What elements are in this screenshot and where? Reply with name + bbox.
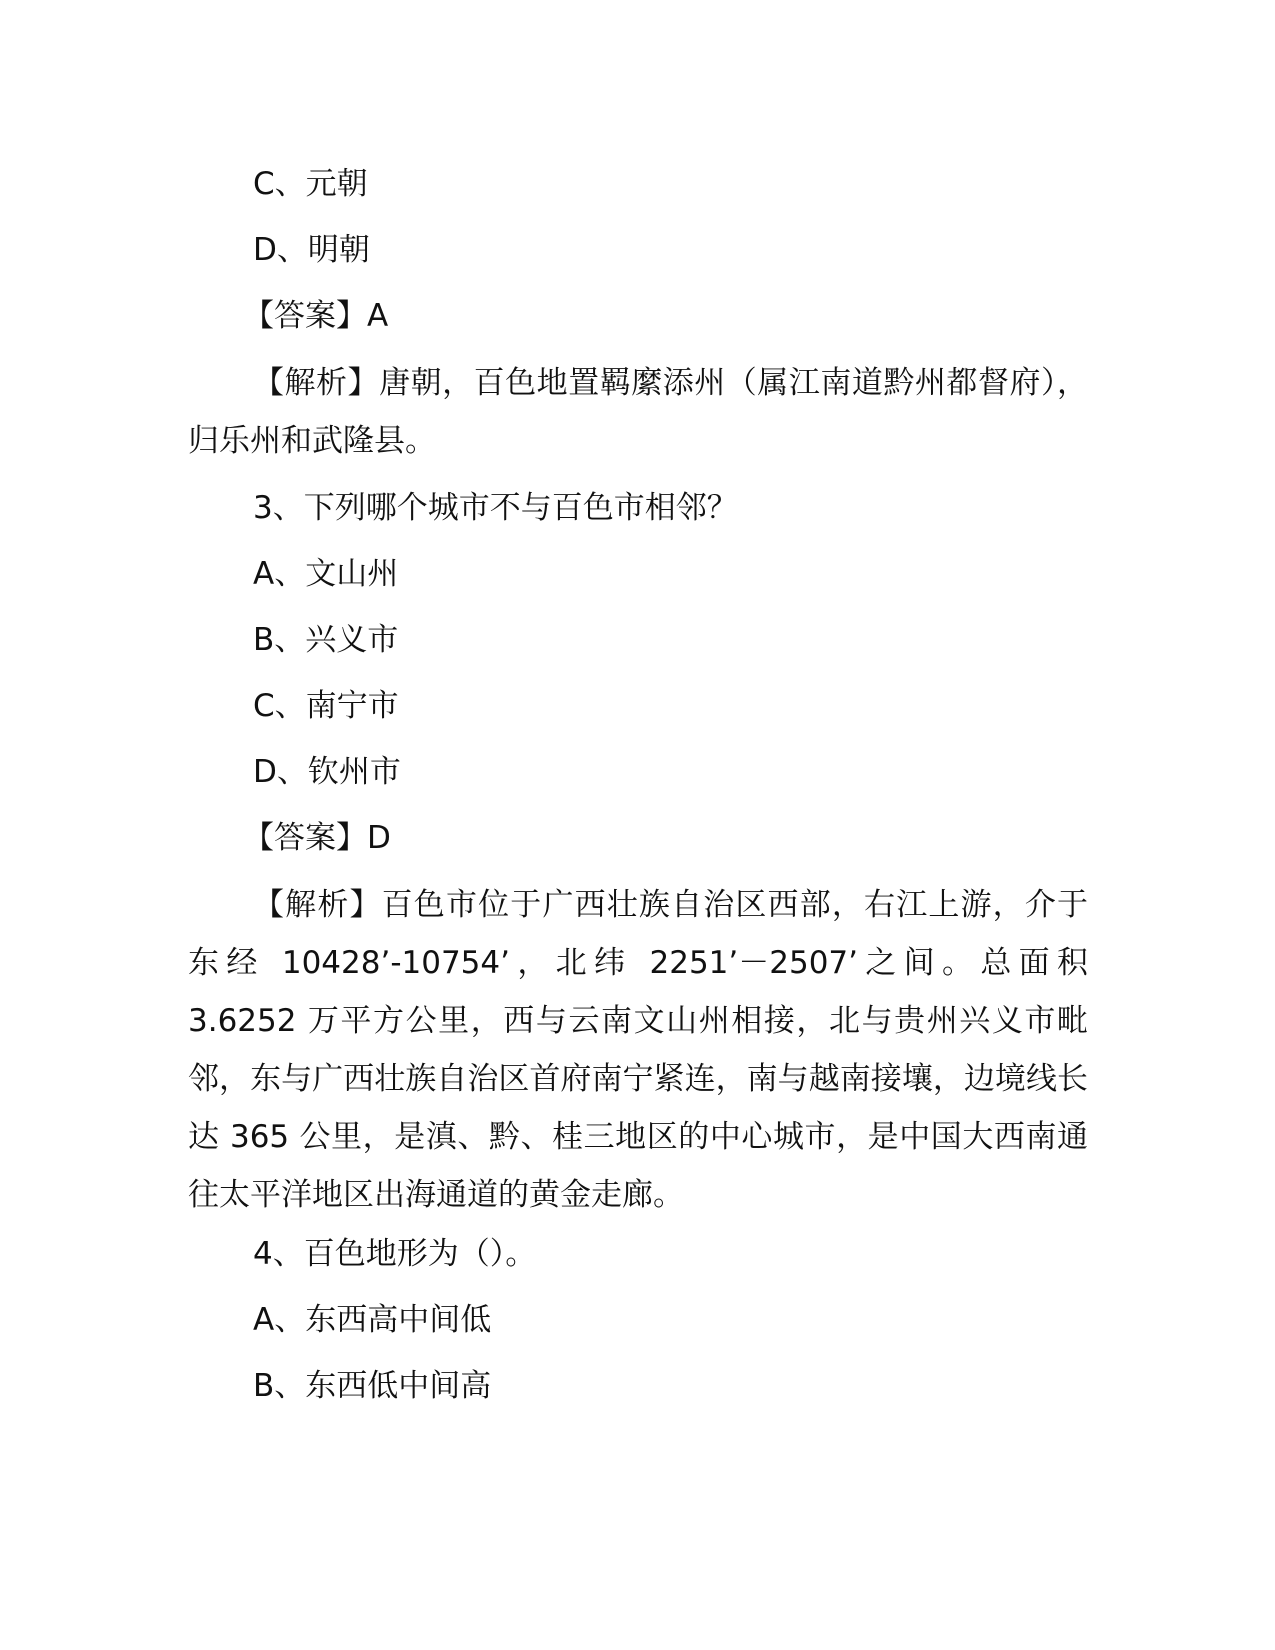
q3-option-b: B、兴义市 — [253, 622, 399, 658]
q3-question: 3、下列哪个城市不与百色市相邻？ — [253, 490, 738, 526]
q2-analysis: 【解析】唐朝，百色地置羁縻添州（属江南道黔州都督府），归乐州和武隆县。 — [188, 365, 1088, 459]
q2-option-d: D、明朝 — [253, 232, 370, 268]
q3-option-d: D、钦州市 — [253, 754, 401, 790]
q4-option-b: B、东西低中间高 — [253, 1368, 492, 1404]
q3-option-a: A、文山州 — [253, 556, 399, 592]
q2-option-c: C、元朝 — [253, 166, 368, 202]
q3-option-c: C、南宁市 — [253, 688, 399, 724]
q4-option-a: A、东西高中间低 — [253, 1302, 492, 1338]
q3-answer: 【答案】D — [243, 820, 391, 856]
q3-analysis: 【解析】百色市位于广西壮族自治区西部，右江上游，介于东经 10428’-10754’，北纬 2251’－2507’之间。总面积 3.6252 万平方公里，西与云南文山州相接，北与贵州兴义市毗邻，东与广西壮族自治区首府南宁紧连，南与越南接壤，边境线长达 365 公里，是滇、黔、桂三地区的中心城市，是中国大西南通往太平洋地区出海通道的黄金走廊。 — [188, 887, 1088, 1213]
q4-question: 4、百色地形为（）。 — [253, 1236, 537, 1272]
q2-answer: 【答案】A — [243, 298, 389, 334]
